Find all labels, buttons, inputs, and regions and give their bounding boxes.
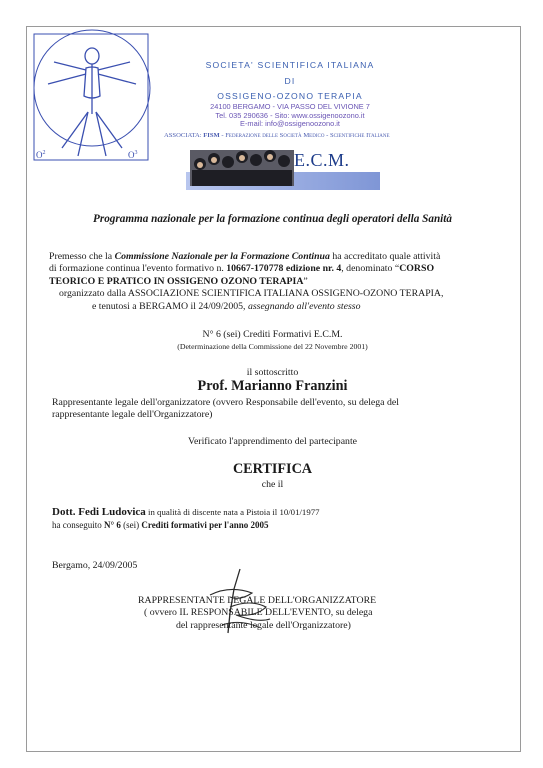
- role-line-2: rappresentante legale dell'Organizzatore): [52, 409, 213, 420]
- sig-line-1: RAPPRESENTANTE LEGALE DELL'ORGANIZZATORE: [138, 595, 377, 606]
- society-name: SOCIETA' SCIENTIFICA ITALIANA DI OSSIGENO-OZONO TERAPIA: [205, 60, 375, 101]
- che-il-label: che il: [261, 479, 284, 490]
- o3-label: $O^3$: [128, 150, 138, 160]
- premise-line-1: Premesso che la Commissione Nazionale per la Formazione Continua ha accreditato quale attività: [49, 251, 441, 262]
- credits-earned-line: ha conseguito N° 6 (sei) Crediti formativi per l'anno 2005: [52, 520, 269, 530]
- sig-line-2: ( ovvero IL RESPONSABILE DELL'EVENTO, su delega: [144, 607, 373, 618]
- ecm-banner: [186, 146, 380, 190]
- vitruvian-man-icon: [26, 26, 154, 166]
- program-title: Programma nazionale per la formazione continua degli operatori della Sanità: [93, 213, 452, 225]
- ecm-label: E.C.M.: [294, 150, 350, 170]
- vitruvian-logo: [26, 26, 154, 166]
- role-line-1: Rappresentante legale dell'organizzatore (ovvero Responsabile dell'evento, su delega del: [52, 397, 399, 408]
- certifica-heading: CERTIFICA: [232, 461, 313, 477]
- group-photo-image: [186, 146, 294, 190]
- premise-line-3: TEORICO E PRATICO IN OSSIGENO OZONO TERAPIA”: [49, 276, 308, 287]
- participant-line: Dott. Fedi Ludovica in qualità di discente nata a Pistoia il 10/01/1977: [52, 506, 320, 518]
- o2-label: $O^2$: [36, 150, 46, 160]
- credits-line: N° 6 (sei) Crediti Formativi E.C.M.: [202, 329, 343, 340]
- determination-line: (Determinazione della Commissione del 22 Novembre 2001): [177, 342, 368, 351]
- undersigned-label: il sottoscritto: [246, 367, 299, 378]
- sig-line-3: del rappresentante legale dell'Organizzatore): [176, 620, 351, 631]
- association-line: ASSOCIATA: FISM - Federazione delle Società Medico - Scientifiche Italiane: [164, 132, 390, 139]
- premise-line-2: di formazione continua l'evento formativo n. 10667-170778 edizione nr. 4, denominato “CORSO: [49, 263, 435, 274]
- verified-line: Verificato l'apprendimento del partecipante: [187, 436, 358, 447]
- premise-line-5: e tenutosi a BERGAMO il 24/09/2005, assegnando all'evento stesso: [92, 301, 361, 312]
- premise-line-4: organizzato dalla ASSOCIAZIONE SCIENTIFICA ITALIANA OSSIGENO-OZONO TERAPIA,: [59, 288, 444, 299]
- society-address: 24100 BERGAMO - VIA PASSO DEL VIVIONE 7 Tel. 035 290636 - Sito: www.ossigenoozono.it E-mail: info@ossigenoozono.it: [210, 102, 370, 129]
- signatory-name: Prof. Marianno Franzini: [197, 378, 348, 394]
- place-date: Bergamo, 24/09/2005: [52, 560, 138, 571]
